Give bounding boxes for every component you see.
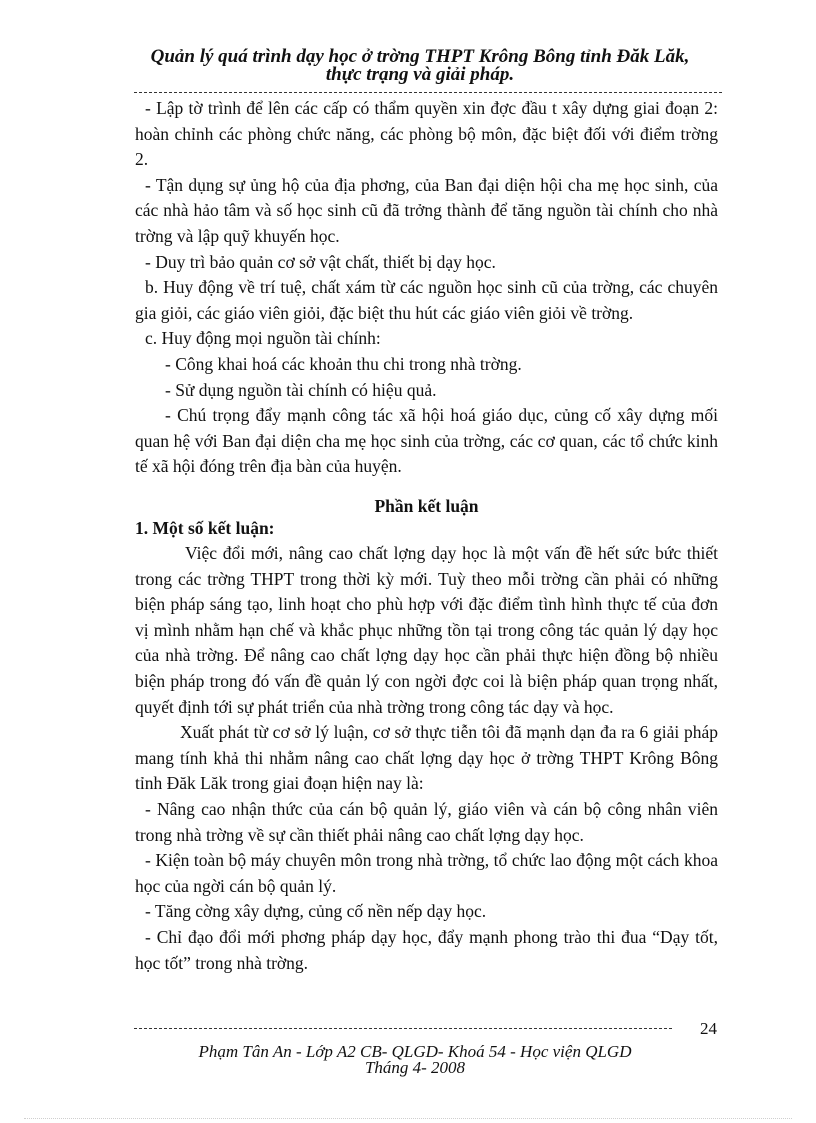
paragraph: Việc đổi mới, nâng cao chất lợng dạy học là một vấn đề hết sức bức thiết trong các trờng THPT trong thời kỳ mới. Tuỳ theo mỗi trờng cần phải có những biện pháp sáng tạo, linh hoạt cho phù hợp với đặc điểm tình hình thực tế của đơn vị mình nhằm hạn chế và khắc phục những tồn tại trong công tác quản lý dạy học của nhà trờng. Để nâng cao chất lợng dạy học cần phải thực hiện đồng bộ nhiều biện pháp trong đó vấn đề quản lý con ngời đợc coi là biện pháp quan trọng nhất, quyết định tới sự phát triển của nhà trờng trong công tác dạy và học. — [135, 543, 718, 717]
page-number: 24 — [700, 1019, 717, 1038]
paragraph: - Lập tờ trình để lên các cấp có thẩm quyền xin đợc đầu t xây dựng giai đoạn 2: hoàn chỉnh các phòng chức năng, các phòng bộ môn, đặc biệt đối với điểm trờng 2. — [135, 98, 718, 170]
paragraph: Xuất phát từ cơ sở lý luận, cơ sở thực tiễn tôi đã mạnh dạn đa ra 6 giải pháp mang tính khả thi nhằm nâng cao chất lợng dạy học ở trờng THPT Krông Bông tỉnh Đăk Lăk trong giai đoạn hiện nay là: — [135, 722, 718, 794]
paragraph: - Nâng cao nhận thức của cán bộ quản lý, giáo viên và cán bộ công nhân viên trong nhà trờng về sự cần thiết phải nâng cao chất lợng dạy học. — [135, 799, 718, 845]
paragraph: b. Huy động về trí tuệ, chất xám từ các nguồn học sinh cũ của trờng, các chuyên gia giỏi, các giáo viên giỏi, đặc biệt thu hút các giáo viên giỏi về trờng. — [135, 277, 718, 323]
paragraph: c. Huy động mọi nguồn tài chính: — [145, 328, 381, 349]
paragraph: - Chỉ đạo đổi mới phơng pháp dạy học, đẩy mạnh phong trào thi đua “Dạy tốt, học tốt” trong nhà trờng. — [135, 927, 718, 973]
paragraph: - Chú trọng đẩy mạnh công tác xã hội hoá giáo dục, củng cố xây dựng mối quan hệ với Ban đại diện cha mẹ học sinh của trờng, các cơ quan, các tổ chức kinh tế xã hội đóng trên địa bàn của huyện. — [135, 405, 718, 477]
paragraph: - Duy trì bảo quản cơ sở vật chất, thiết bị dạy học. — [145, 251, 496, 272]
footer-divider — [134, 1028, 672, 1029]
header-divider — [134, 92, 722, 93]
footer-date-line: Tháng 4- 2008 — [364, 1058, 466, 1077]
page-body — [135, 96, 718, 976]
running-footer — [150, 1044, 680, 1076]
paragraph: - Công khai hoá các khoản thu chi trong nhà trờng. — [165, 353, 522, 374]
subsection-title: 1. Một số kết luận: — [135, 517, 275, 538]
running-header — [120, 48, 720, 84]
footer-author-line: Phạm Tân An - Lớp A2 CB- QLGD- Khoá 54 - Học viện QLGD — [198, 1042, 632, 1061]
paragraph: - Tận dụng sự ủng hộ của địa phơng, của Ban đại diện hội cha mẹ học sinh, của các nhà hảo tâm và số học sinh cũ đã trởng thành để tăng nguồn tài chính cho nhà trờng và lập quỹ khuyến học. — [135, 174, 718, 246]
paragraph: - Sử dụng nguồn tài chính có hiệu quả. — [165, 379, 437, 400]
paragraph: - Tăng cờng xây dựng, củng cố nền nếp dạy học. — [145, 901, 487, 922]
section-title: Phần kết luận — [374, 495, 479, 516]
header-title-line1: Quản lý quá trình dạy học ở trờng THPT Krông Bông tỉnh Đăk Lăk, — [150, 46, 690, 67]
header-title-line2: thực trạng và giải pháp. — [325, 64, 515, 85]
paragraph: - Kiện toàn bộ máy chuyên môn trong nhà trờng, tổ chức lao động một cách khoa học của ngời cán bộ quản lý. — [135, 850, 718, 896]
page-bottom-edge — [24, 1118, 792, 1119]
